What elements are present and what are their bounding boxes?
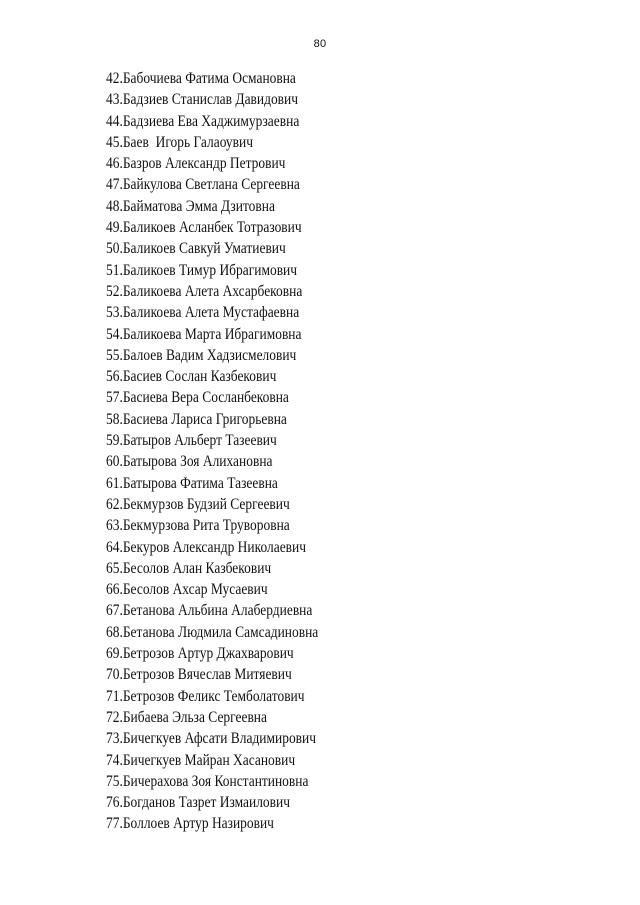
page-number: 80 bbox=[313, 38, 327, 50]
list-item: 51.Баликоев Тимур Ибрагимович bbox=[106, 261, 298, 279]
list-item: 50.Баликоев Савкуй Уматиевич bbox=[106, 240, 286, 258]
list-item: 55.Балоев Вадим Хадзисмелович bbox=[106, 346, 297, 364]
list-item: 52.Баликоева Алета Ахсарбековна bbox=[106, 282, 303, 300]
list-item: 71.Бетрозов Феликс Темболатович bbox=[106, 687, 305, 705]
list-item: 65.Бесолов Алан Казбекович bbox=[106, 559, 272, 577]
list-item: 64.Бекуров Александр Николаевич bbox=[106, 538, 307, 556]
list-item: 76.Богданов Тазрет Измаилович bbox=[106, 794, 290, 812]
list-item: 49.Баликоев Асланбек Тотразович bbox=[106, 219, 302, 237]
list-item: 54.Баликоева Марта Ибрагимовна bbox=[106, 325, 302, 343]
list-item: 61.Батырова Фатима Тазеевна bbox=[106, 474, 278, 492]
list-item: 53.Баликоева Алета Мустафаевна bbox=[106, 304, 300, 322]
list-item: 43.Бадзиев Станислав Давидович bbox=[106, 91, 299, 109]
list-item: 45.Баев Игорь Галаоувич bbox=[106, 133, 253, 151]
list-item: 48.Байматова Эмма Дзитовна bbox=[106, 197, 275, 215]
list-item: 47.Байкулова Светлана Сергеевна bbox=[106, 176, 300, 194]
list-item: 63.Бекмурзова Рита Труворовна bbox=[106, 517, 290, 535]
list-item: 69.Бетрозов Артур Джахварович bbox=[106, 645, 294, 663]
list-item: 62.Бекмурзов Будзий Сергеевич bbox=[106, 495, 290, 513]
list-item: 72.Бибаева Эльза Сергеевна bbox=[106, 708, 267, 726]
name-list bbox=[106, 68, 347, 835]
list-item: 42.Бабочиева Фатима Османовна bbox=[106, 70, 296, 87]
list-item: 58.Басиева Лариса Григорьевна bbox=[106, 410, 287, 428]
list-item: 74.Бичегкуев Майран Хасанович bbox=[106, 751, 296, 769]
list-item: 75.Бичерахова Зоя Константиновна bbox=[106, 772, 309, 790]
list-item: 67.Бетанова Альбина Алабердиевна bbox=[106, 602, 313, 620]
list-item: 77.Боллоев Артур Назирович bbox=[106, 815, 274, 833]
list-item: 73.Бичегкуев Афсати Владимирович bbox=[106, 730, 317, 748]
list-item: 70.Бетрозов Вячеслав Митяевич bbox=[106, 666, 292, 684]
list-item: 66.Бесолов Ахсар Мусаевич bbox=[106, 581, 268, 599]
list-item: 46.Базров Александр Петрович bbox=[106, 155, 286, 173]
list-item: 68.Бетанова Людмила Самсадиновна bbox=[106, 623, 319, 641]
list-item: 44.Бадзиева Ева Хаджимурзаевна bbox=[106, 112, 300, 130]
list-item: 57.Басиева Вера Сосланбековна bbox=[106, 389, 289, 407]
list-item: 56.Басиев Сослан Казбекович bbox=[106, 368, 277, 386]
list-item: 60.Батырова Зоя Алихановна bbox=[106, 453, 273, 471]
list-item: 59.Батыров Альберт Тазеевич bbox=[106, 432, 277, 450]
